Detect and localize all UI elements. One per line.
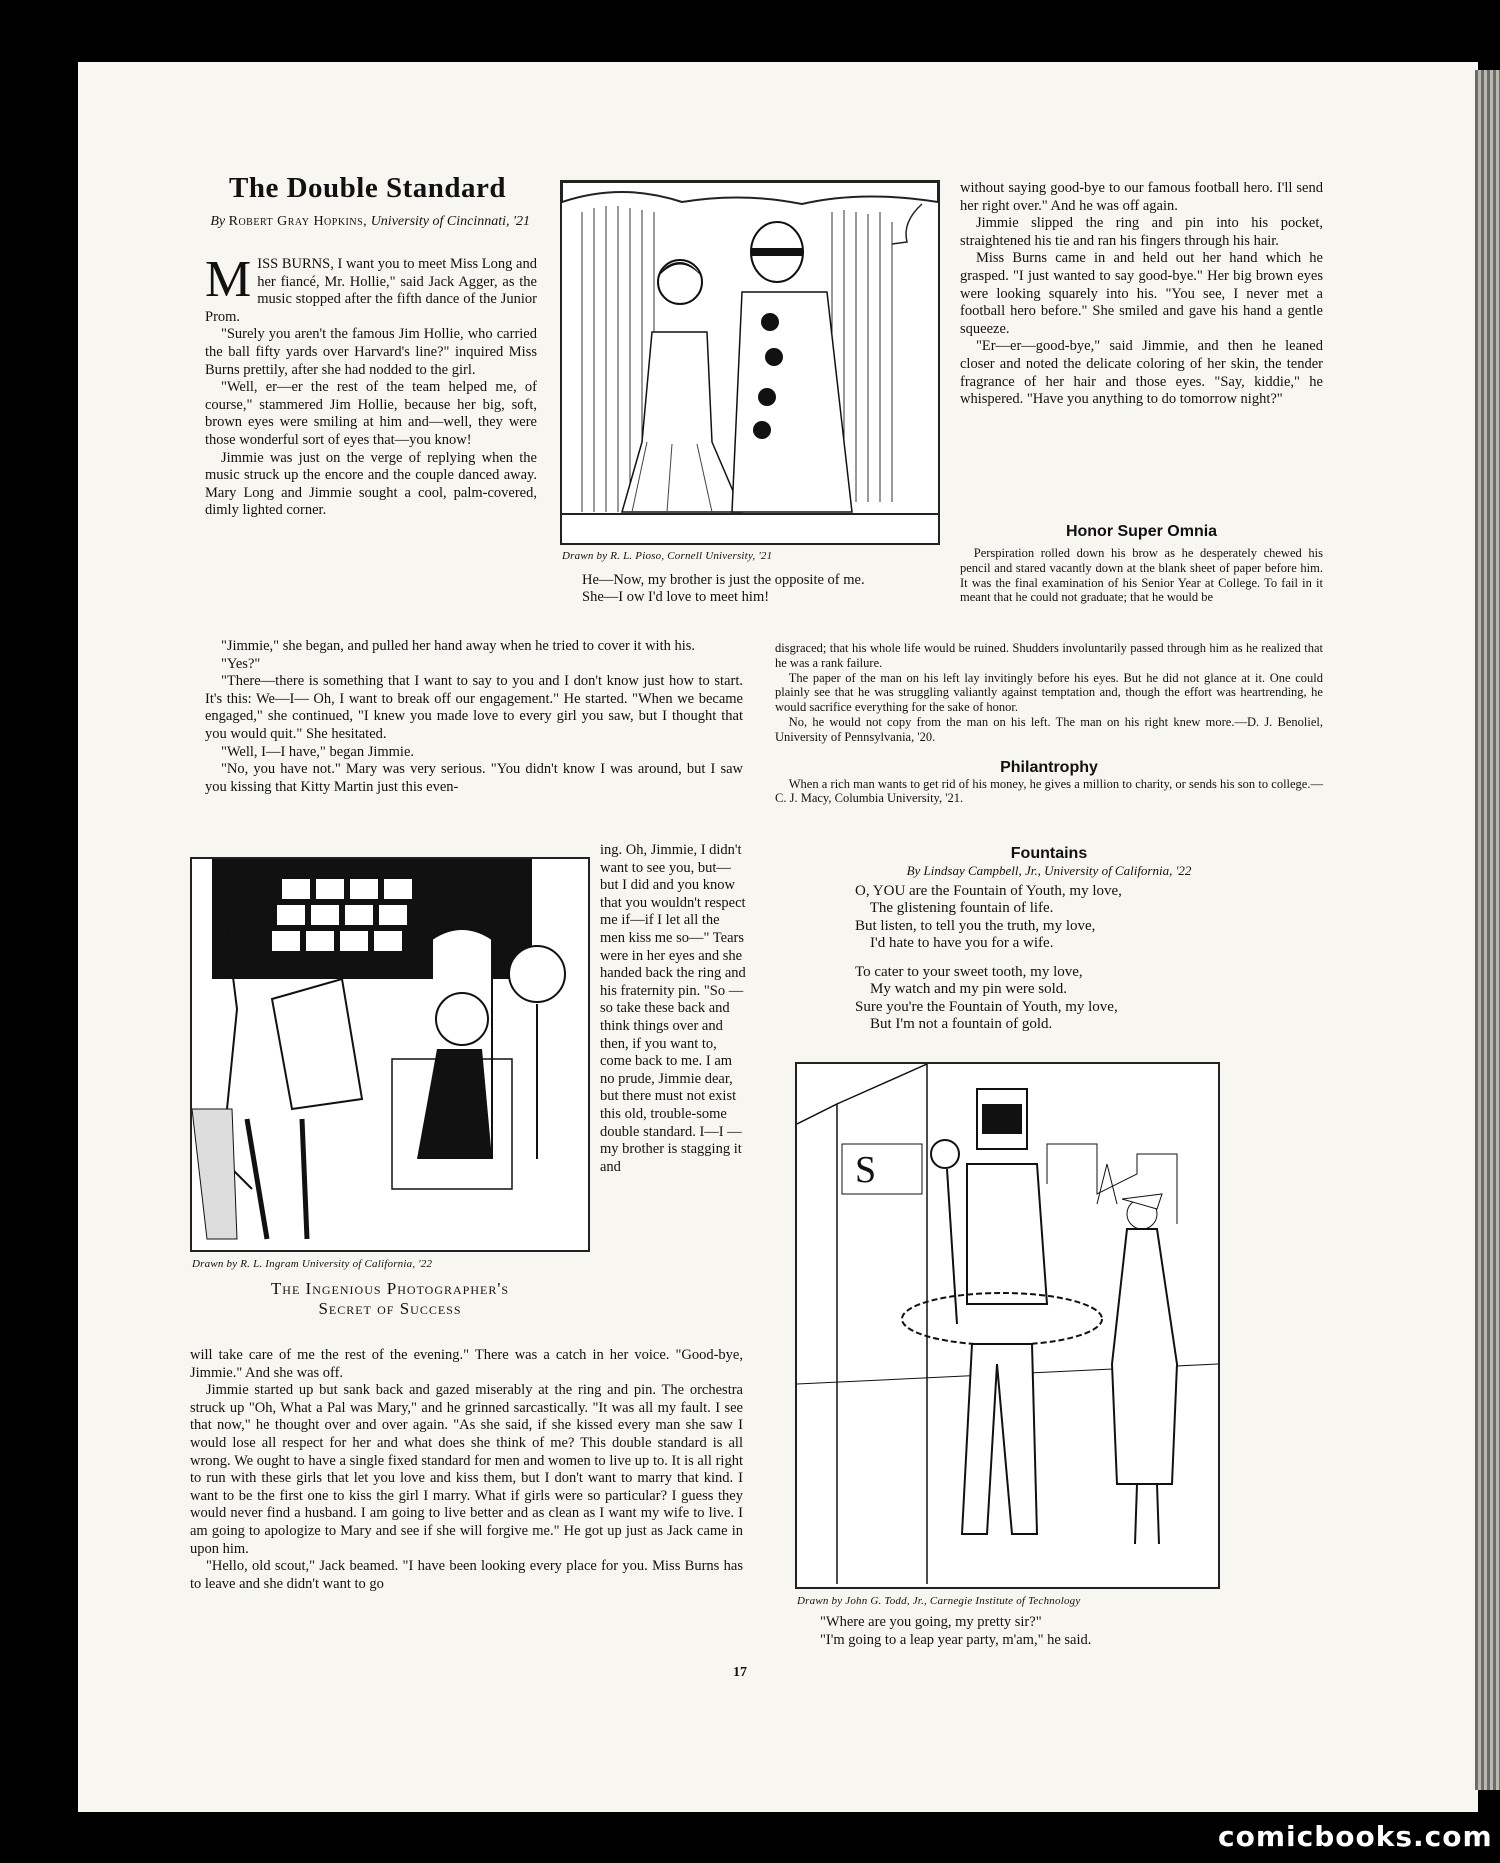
paragraph: Jimmie started up but sank back and gazed miserably at the ring and pin. The orchestra struck up "Oh, What a Pal was Mary," and he grinned sarcastically. "It was all my fault. I see that now," he thought over and over again. "As she said, if she kissed every man she saw I would lose all respect for her and what does she think of me? This double standard is all wrong. We ought to have a single fixed standard for men and women to live up to. It is all right to run with these girls that let you love and kiss them, but I don't want to marry that kind. I want to be the first one to kiss the girl I marry. What if girls were so particular? I guess they would never find a husband. I am going to live better and as clean as I want my wife to live. I am going to apologize to Mary and see if she will forgive me." He got up just as Jack came in upon him. bbox=[190, 1382, 743, 1557]
shop-sign-text: S bbox=[855, 1149, 877, 1191]
paragraph: ing. Oh, Jimmie, I didn't want to see you, but—but I did and you know that you wouldn't respect me if—if I let all the men kiss me so—" Tears were in her eyes and she handed back the ring and his fraternity pin. "So —so take these back and think things over and then, if you want to, come back to me. I am no prude, Jimmie dear, but there must not exist this old, trouble-some double standard. I—I —my brother is stagging it and bbox=[600, 842, 746, 1175]
dialogue-he: He—Now, my brother is just the opposite of me. bbox=[582, 572, 865, 588]
paragraph: "Yes?" bbox=[220, 655, 261, 672]
paragraph: will take care of me the rest of the evening." There was a catch in her voice. "Good-bye, Jimmie." And she was off. bbox=[190, 1347, 743, 1381]
paragraph: The paper of the man on his left lay invitingly before his eyes. But he did not glance at it. One could plainly see that he was struggling valiantly against temptation and, though the effort was heartrending, he would sacrifice everything for the sake of honor. bbox=[775, 670, 1323, 715]
paragraph: "There—there is something that I want to say to you and I don't know just how to start. It's this: We—I— Oh, I want to break off our engagement." He started. "When we became engaged," she continued, "I knew you made love to every girl you saw, but I thought that you would quit." She hesitated. bbox=[205, 673, 743, 742]
paragraph: "No, you have not." Mary was very serious. "You didn't know I was around, but I saw you kissing that Kitty Martin just this even- bbox=[205, 761, 743, 795]
article-body-bottom bbox=[190, 1347, 743, 1593]
drop-cap: M bbox=[205, 251, 252, 308]
paragraph: "Well, I—I have," began Jimmie. bbox=[220, 743, 415, 760]
section-heading: Philantrophy bbox=[1000, 758, 1098, 776]
paragraph: ISS BURNS, I want you to meet Miss Long and her fiancé, Mr. Hollie," said Jack Agger, as the music stopped after the fifth dance of the Junior Prom. bbox=[205, 256, 537, 325]
paragraph: Perspiration rolled down his brow as he desperately chewed his pencil and stared vacantly down at the blank sheet of paper before him. It was the final examination of his Senior Year at College. To fail in it meant that he could not graduate; that he would be bbox=[960, 546, 1323, 605]
dialogue-line: "I'm going to a leap year party, m'am," he said. bbox=[820, 1631, 1092, 1648]
paragraph: "Surely you aren't the famous Jim Hollie, who carried the ball fifty yards over Harvard's line?" inquired Miss Burns prettily, after she had nodded to the girl. bbox=[205, 326, 537, 378]
paragraph: disgraced; that his whole life would be ruined. Shudders involuntarily passed through him as he realized that he was a rank failure. bbox=[775, 641, 1323, 670]
section-heading: Honor Super Omnia bbox=[1065, 523, 1218, 540]
caption-line: Secret of Success bbox=[318, 1299, 462, 1318]
illustration-knight bbox=[795, 1062, 1220, 1589]
poem-stanza: To cater to your sweet tooth, my love, My watch and my pin were sold. Sure you're the Fountain of Youth, my love, But I'm not a fountain of gold. bbox=[855, 964, 1118, 1033]
illustration-credit: Drawn by R. L. Pioso, Cornell University, '21 bbox=[562, 550, 773, 562]
fountains-poem bbox=[775, 845, 1323, 1033]
poem-byline: By Lindsay Campbell, Jr., University of California, '22 bbox=[906, 863, 1192, 878]
paragraph: No, he would not copy from the man on his left. The man on his right knew more.—D. J. Benoliel, University of Pennsylvania, '20. bbox=[775, 714, 1323, 744]
paragraph: "Jimmie," she began, and pulled her hand away when he tried to cover it with his. bbox=[220, 638, 696, 654]
paragraph: Jimmie was just on the verge of replying when the music struck up the encore and the couple danced away. Mary Long and Jimmie sought a cool, palm-covered, dimly lighted corner. bbox=[205, 449, 537, 519]
honor-super-omnia-section bbox=[960, 523, 1323, 605]
caption-line: The Ingenious Photographer's bbox=[270, 1279, 510, 1298]
poem-stanza: O, YOU are the Fountain of Youth, my love, The glistening fountain of life. But listen, to tell you the truth, my love, I'd hate to have you for a wife. bbox=[855, 883, 1122, 951]
illustration-photographer bbox=[190, 857, 590, 1252]
article-right-column bbox=[960, 180, 1323, 409]
page-number: 17 bbox=[733, 1665, 747, 1680]
article-byline bbox=[205, 213, 530, 230]
photographer-drawing bbox=[192, 859, 588, 1250]
dialogue-she: She—I ow I'd love to meet him! bbox=[582, 589, 770, 605]
byline-school: University of Cincinnati, '21 bbox=[370, 214, 530, 229]
article-narrow-column bbox=[600, 842, 748, 1176]
illustration-credit: Drawn by John G. Todd, Jr., Carnegie Institute of Technology bbox=[797, 1595, 1081, 1607]
byline-prefix: By bbox=[210, 214, 226, 229]
pierrot-drawing bbox=[562, 182, 938, 543]
paragraph: "Well, er—er the rest of the team helped me, of course," stammered Jim Hollie, because her big, soft, brown eyes were smiling at him and—well, they were those wonderful sort of eyes that—you know! bbox=[205, 379, 537, 448]
watermark-logo: comicbooks.com bbox=[1218, 1820, 1493, 1853]
paragraph: "Er—er—good-bye," said Jimmie, and then he leaned closer and noted the delicate coloring of her skin, the tender fragrance of her hair and those eyes. "Say, kiddie," he whispered. "Have you anything to do tomorrow night?" bbox=[960, 338, 1323, 408]
illustration-dialogue bbox=[820, 1614, 1220, 1649]
illustration-pierrot bbox=[560, 180, 940, 545]
illustration-credit: Drawn by R. L. Ingram University of California, '22 bbox=[192, 1258, 433, 1270]
honor-continued bbox=[775, 641, 1323, 806]
knight-drawing bbox=[797, 1064, 1218, 1587]
paragraph: "Hello, old scout," Jack beamed. "I have been looking every place for you. Miss Burns has to leave and she didn't want to go bbox=[190, 1558, 743, 1592]
article-column-1 bbox=[205, 251, 537, 520]
paragraph: When a rich man wants to get rid of his money, he gives a million to charity, or sends his son to college.—C. J. Macy, Columbia University, '21. bbox=[775, 776, 1323, 806]
byline-author: Robert Gray Hopkins, bbox=[228, 214, 368, 229]
paragraph: without saying good-bye to our famous football hero. I'll send her right over." And he was off again. bbox=[960, 180, 1323, 214]
paragraph: Jimmie slipped the ring and pin into his pocket, straightened his tie and ran his fingers through his hair. bbox=[960, 215, 1323, 249]
paragraph: Miss Burns came in and held out her hand which he grasped. "I just wanted to say good-bye." Her big brown eyes were looking squarely into his. "You see, I never met a football hero before." She smiled and gave his hand a gentle squeeze. bbox=[960, 250, 1323, 337]
article-header bbox=[205, 172, 530, 230]
poem-title: Fountains bbox=[1010, 845, 1088, 862]
illustration-caption bbox=[190, 1279, 590, 1319]
illustration-dialogue bbox=[582, 572, 962, 606]
book-spine bbox=[1475, 70, 1500, 1790]
article-body-wide bbox=[205, 638, 743, 796]
dialogue-line: "Where are you going, my pretty sir?" bbox=[820, 1614, 1042, 1630]
article-title: The Double Standard bbox=[228, 172, 506, 204]
